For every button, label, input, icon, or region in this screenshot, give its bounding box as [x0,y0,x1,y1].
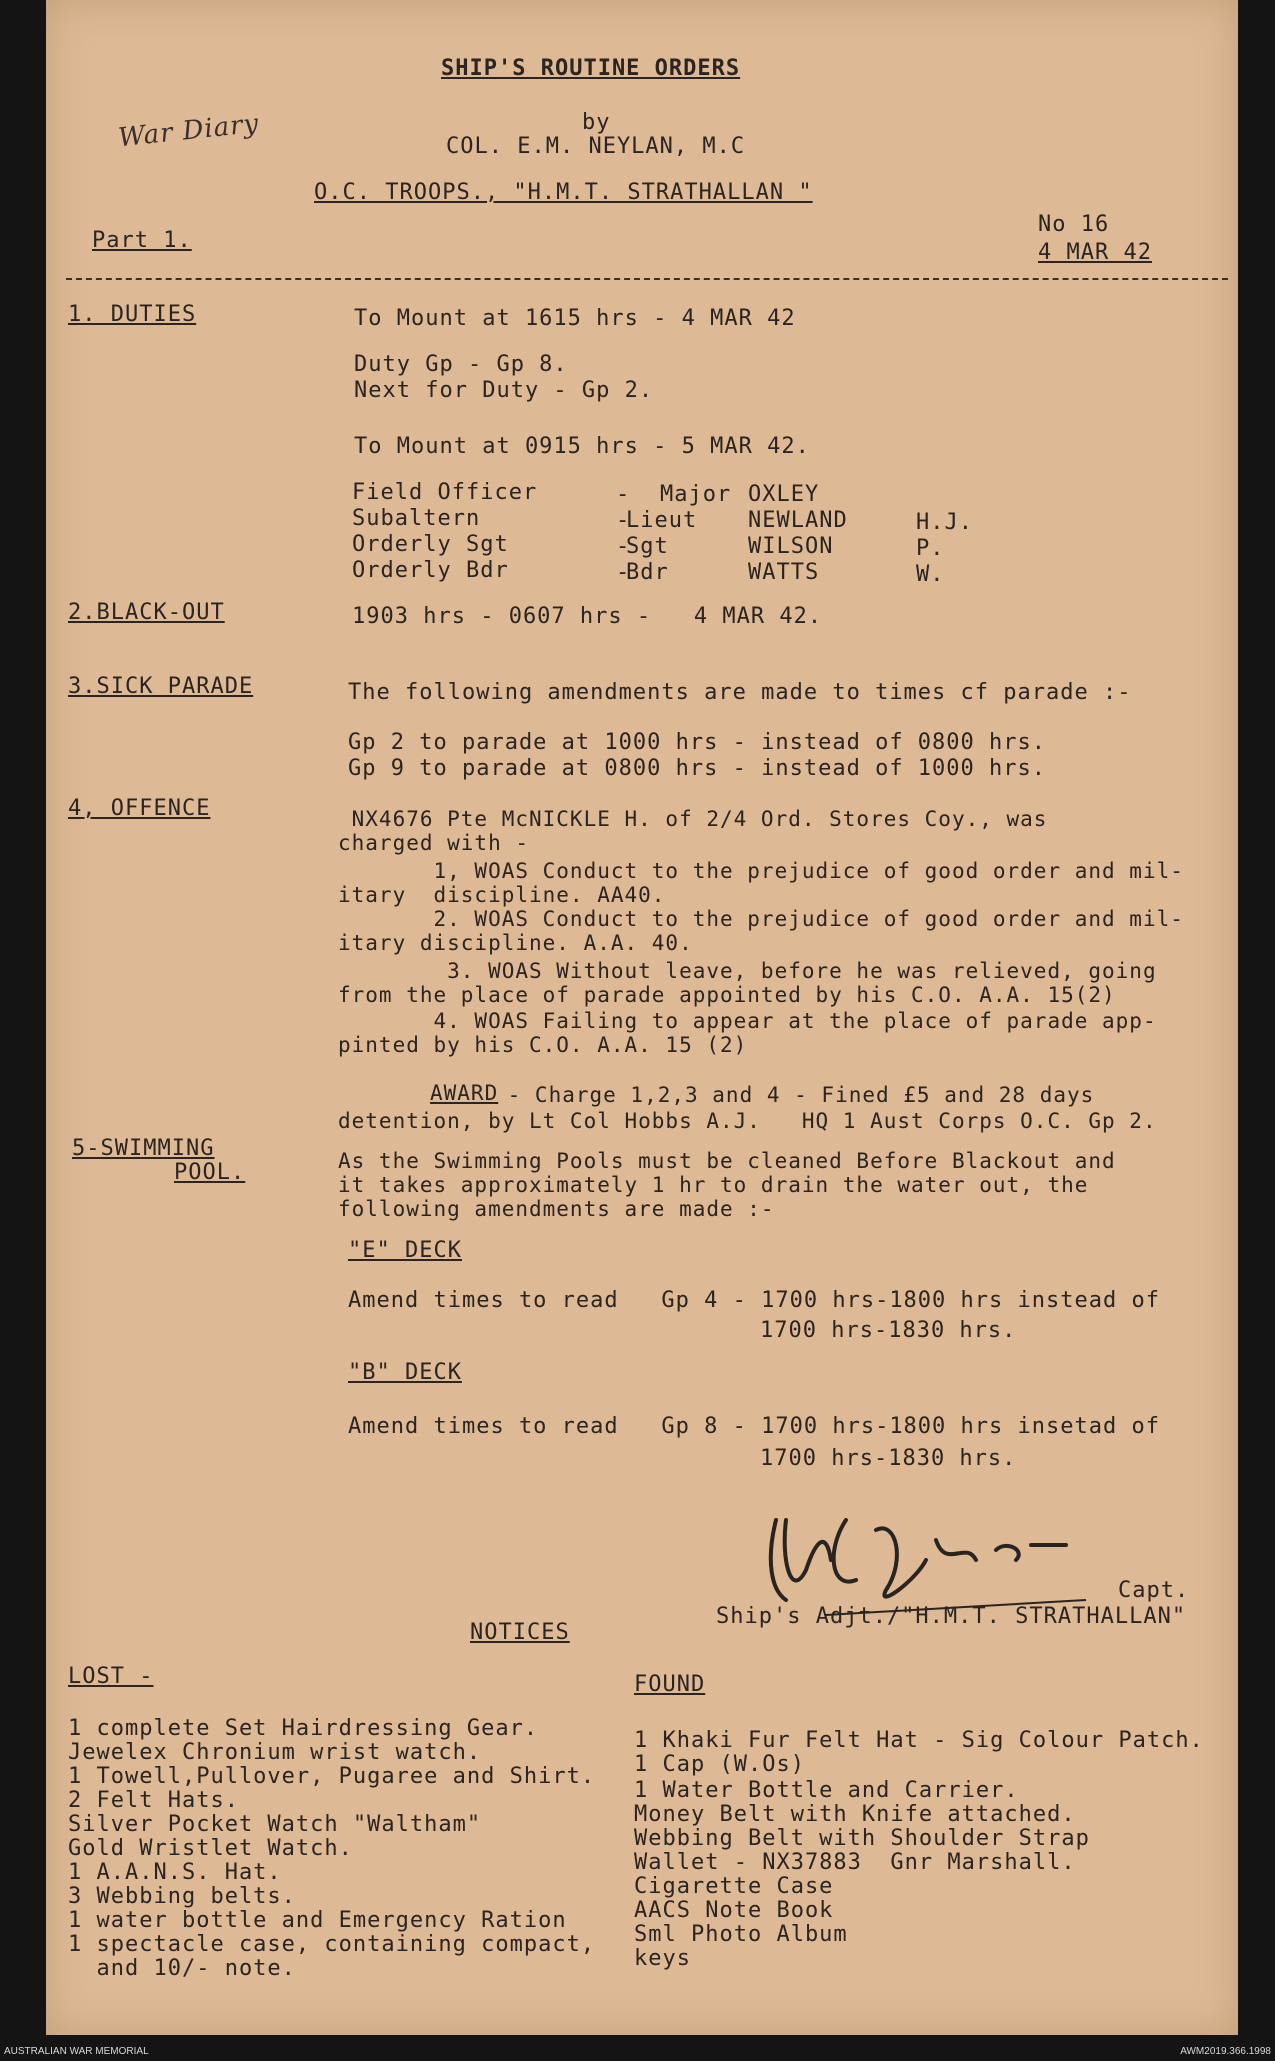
found-item: Wallet - NX37883 Gnr Marshall. [634,1850,1076,1875]
order-date: 4 MAR 42 [1038,240,1152,265]
found-item: 1 Cap (W.Os) [634,1752,805,1777]
e-deck-heading: "E" DECK [348,1238,462,1263]
roster-initials: H.J. [916,510,973,535]
roster-name: WATTS [748,560,820,585]
duties-mount2: To Mount at 0915 hrs - 5 MAR 42. [354,434,810,459]
roster-role: Orderly Bdr [352,558,509,583]
lost-item: 1 complete Set Hairdressing Gear. [68,1716,539,1741]
roster-dash: - [616,534,631,559]
document-title: SHIP'S ROUTINE ORDERS [441,56,741,81]
offence-heading: 4, OFFENCE [68,796,211,821]
award-detention: detention, by Lt Col Hobbs A.J. HQ 1 Aust Corps O.C. Gp 2. [338,1109,1157,1133]
duties-next-duty: Next for Duty - Gp 2. [354,378,654,403]
pool-line: it takes approximately 1 hr to drain the water out, the [338,1173,1089,1197]
footer-right: AWM2019.366.1998 [1180,2046,1271,2057]
found-item: 1 Water Bottle and Carrier. [634,1778,1019,1803]
blackout-text: 1903 hrs - 0607 hrs - 4 MAR 42. [352,604,823,629]
sick-intro: The following amendments are made to times cf parade :- [348,680,1132,705]
offence-line: 1, WOAS Conduct to the prejudice of good order and mil- [338,859,1184,883]
offence-line: pinted by his C.O. A.A. 15 (2) [338,1033,748,1057]
lost-item: 1 water bottle and Emergency Ration [68,1908,567,1933]
lost-item: and 10/- note. [68,1956,296,1981]
pool-line: As the Swimming Pools must be cleaned Before Blackout and [338,1149,1116,1173]
award-text: - Charge 1,2,3 and 4 - Fined £5 and 28 days [494,1083,1095,1107]
roster-dash: - [616,482,631,507]
offence-line: itary discipline. AA40. [338,883,666,907]
found-item: Money Belt with Knife attached. [634,1802,1076,1827]
footer-left: AUSTRALIAN WAR MEMORIAL [4,2046,149,2057]
b-deck-line-2: 1700 hrs-1830 hrs. [760,1446,1017,1471]
b-deck-line-1: Amend times to read Gp 8 - 1700 hrs-1800 hrs insetad of [348,1414,1160,1439]
found-item: 1 Khaki Fur Felt Hat - Sig Colour Patch. [634,1728,1204,1753]
lost-item: Gold Wristlet Watch. [68,1836,353,1861]
offence-line: charged with - [338,831,530,855]
roster-initials: P. [916,536,945,561]
signature-adjt: Ship's Adjt./"H.M.T. STRATHALLAN" [716,1604,1187,1629]
roster-name: NEWLAND [748,508,848,533]
roster-role: Field Officer [352,480,538,505]
award-label: AWARD [430,1081,499,1105]
offence-line: from the place of parade appointed by his C.O. A.A. 15(2) [338,983,1116,1007]
lost-item: 3 Webbing belts. [68,1884,296,1909]
roster-name: WILSON [748,534,834,559]
header-divider [66,278,1228,280]
e-deck-line-2: 1700 hrs-1830 hrs. [760,1318,1017,1343]
lost-item: 2 Felt Hats. [68,1788,239,1813]
roster-role: Subaltern [352,506,481,531]
lost-item: 1 A.A.N.S. Hat. [68,1860,282,1885]
roster-rank: Major [660,482,732,507]
found-item: Sml Photo Album [634,1922,848,1947]
duties-mount1: To Mount at 1615 hrs - 4 MAR 42 [354,306,796,331]
roster-role: Orderly Sgt [352,532,509,557]
offence-line: 2. WOAS Conduct to the prejudice of good order and mil- [338,907,1184,931]
pool-line: following amendments are made :- [338,1197,775,1221]
pool-heading-2: POOL. [174,1160,246,1185]
lost-item: Jewelex Chronium wrist watch. [68,1740,482,1765]
lost-item: 1 spectacle case, containing compact, [68,1932,596,1957]
offence-line: NX4676 Pte McNICKLE H. of 2/4 Ord. Stores Coy., was [338,807,1048,831]
duties-duty-gp: Duty Gp - Gp 8. [354,352,568,377]
role-line: O.C. TROOPS., "H.M.T. STRATHALLAN " [314,180,813,205]
sick-heading: 3.SICK PARADE [68,674,254,699]
e-deck-line-1: Amend times to read Gp 4 - 1700 hrs-1800 hrs instead of [348,1288,1160,1313]
document-page [46,0,1238,2035]
part-label: Part 1. [92,228,192,253]
lost-item: Silver Pocket Watch "Waltham" [68,1812,482,1837]
found-item: Cigarette Case [634,1874,834,1899]
lost-heading: LOST - [68,1664,154,1689]
duties-heading: 1. DUTIES [68,302,197,327]
sick-line-1: Gp 2 to parade at 1000 hrs - instead of 0800 hrs. [348,730,1047,755]
author-line: COL. E.M. NEYLAN, M.C [446,134,746,159]
found-item: AACS Note Book [634,1898,834,1923]
roster-rank: Sgt [626,534,669,559]
handwritten-note: War Diary [116,108,261,154]
offence-line: 4. WOAS Failing to appear at the place of parade app- [338,1009,1157,1033]
pool-heading-1: 5-SWIMMING [72,1136,215,1161]
notices-heading: NOTICES [470,1620,570,1645]
blackout-heading: 2.BLACK-OUT [68,600,225,625]
found-item: Webbing Belt with Shoulder Strap [634,1826,1090,1851]
lost-item: 1 Towell,Pullover, Pugaree and Shirt. [68,1764,596,1789]
roster-initials: W. [916,562,945,587]
roster-name: OXLEY [748,482,820,507]
signature-capt: Capt. [1118,1578,1190,1603]
offence-line: itary discipline. A.A. 40. [338,931,693,955]
found-heading: FOUND [634,1672,706,1697]
roster-rank: Lieut [626,508,698,533]
by-line: by [582,110,611,135]
roster-rank: Bdr [626,560,669,585]
roster-dash: - [616,560,631,585]
order-number: No 16 [1038,212,1110,237]
roster-dash: - [616,508,631,533]
sick-line-2: Gp 9 to parade at 0800 hrs - instead of 1000 hrs. [348,756,1047,781]
b-deck-heading: "B" DECK [348,1360,462,1385]
offence-line: 3. WOAS Without leave, before he was relieved, going [338,959,1157,983]
found-item: keys [634,1946,691,1971]
